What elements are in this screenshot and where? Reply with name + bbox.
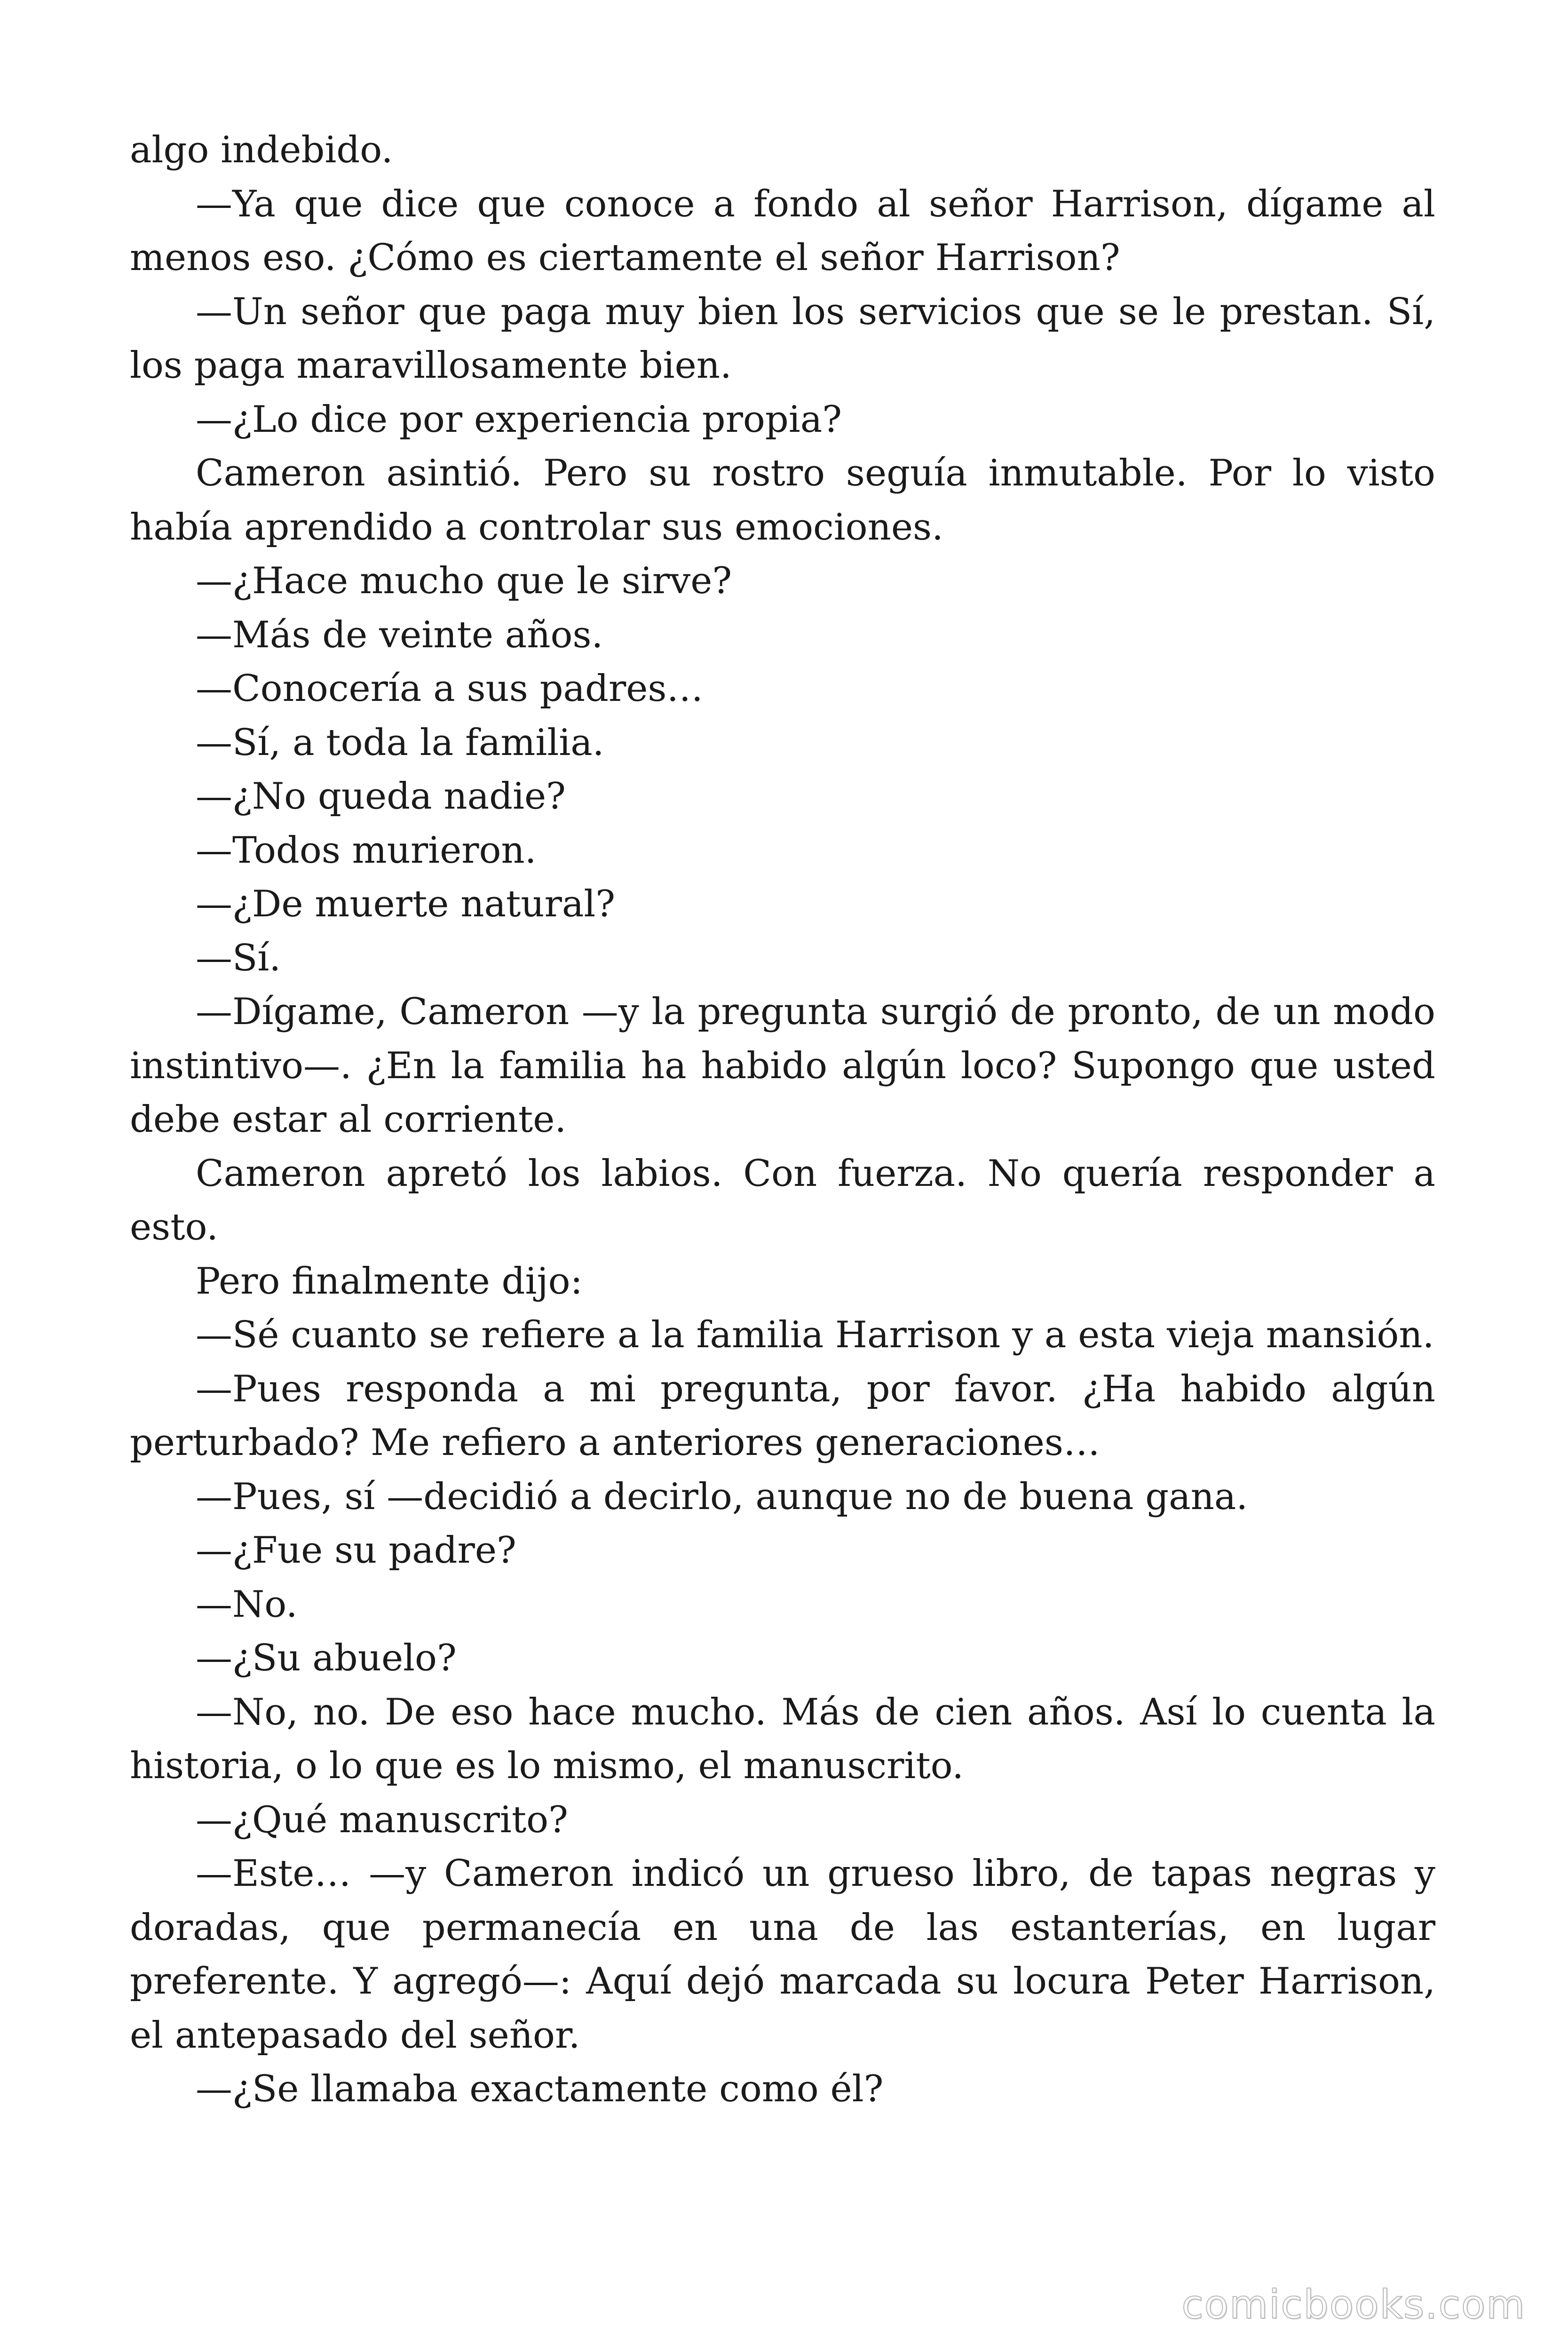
paragraph: —Sí. bbox=[196, 937, 281, 979]
paragraph: —Sí, a toda la familia. bbox=[196, 721, 604, 764]
paragraph: —¿Lo dice por experiencia propia? bbox=[196, 398, 842, 441]
paragraph: —No. bbox=[196, 1583, 298, 1626]
paragraph: —¿Qué manuscrito? bbox=[196, 1798, 568, 1841]
paragraph: Cameron asintió. Pero su rostro seguía inmutable. Por lo visto había aprendido a controlar sus emociones. bbox=[130, 452, 1435, 548]
paragraph: —Más de veinte años. bbox=[196, 613, 603, 656]
paragraph: —Sé cuanto se refiere a la familia Harrison y a esta vieja mansión. bbox=[196, 1314, 1434, 1356]
paragraph: —Este… —y Cameron indicó un grueso libro, de tapas negras y doradas, que permanecía en una de las estanterías, en lugar preferente. Y agregó—: Aquí dejó marcada su locura Peter Harrison, el antepasado del señor. bbox=[130, 1852, 1435, 2057]
watermark: comicbooks.com bbox=[1181, 2281, 1526, 2328]
paragraph: —No, no. De eso hace mucho. Más de cien años. Así lo cuenta la historia, o lo que es lo mismo, el manuscrito. bbox=[130, 1691, 1435, 1787]
paragraph: —Pues, sí —decidió a decirlo, aunque no de buena gana. bbox=[196, 1475, 1248, 1518]
paragraph: Cameron apretó los labios. Con fuerza. No quería responder a esto. bbox=[130, 1152, 1435, 1248]
paragraph: —¿No queda nadie? bbox=[196, 775, 566, 818]
paragraph: —¿Fue su padre? bbox=[196, 1529, 516, 1572]
paragraph: —¿Se llamaba exactamente como él? bbox=[196, 2068, 884, 2110]
paragraph: —¿De muerte natural? bbox=[196, 883, 616, 925]
book-page-body bbox=[130, 123, 1435, 2116]
paragraph: —Todos murieron. bbox=[196, 829, 537, 872]
paragraph: —Un señor que paga muy bien los servicios que se le prestan. Sí, los paga maravillosamente bien. bbox=[130, 290, 1435, 387]
paragraph: Pero finalmente dijo: bbox=[196, 1260, 583, 1303]
paragraph: algo indebido. bbox=[130, 129, 393, 171]
paragraph: —¿Su abuelo? bbox=[196, 1637, 457, 1679]
paragraph: —¿Hace mucho que le sirve? bbox=[196, 560, 732, 602]
paragraph: —Dígame, Cameron —y la pregunta surgió de pronto, de un modo instintivo—. ¿En la familia ha habido algún loco? Supongo que usted debe estar al corriente. bbox=[130, 991, 1435, 1141]
paragraph: —Conocería a sus padres… bbox=[196, 667, 704, 710]
paragraph: —Pues responda a mi pregunta, por favor. ¿Ha habido algún perturbado? Me refiero a anteriores generaciones… bbox=[130, 1367, 1435, 1464]
paragraph: —Ya que dice que conoce a fondo al señor Harrison, dígame al menos eso. ¿Cómo es ciertamente el señor Harrison? bbox=[130, 183, 1435, 279]
